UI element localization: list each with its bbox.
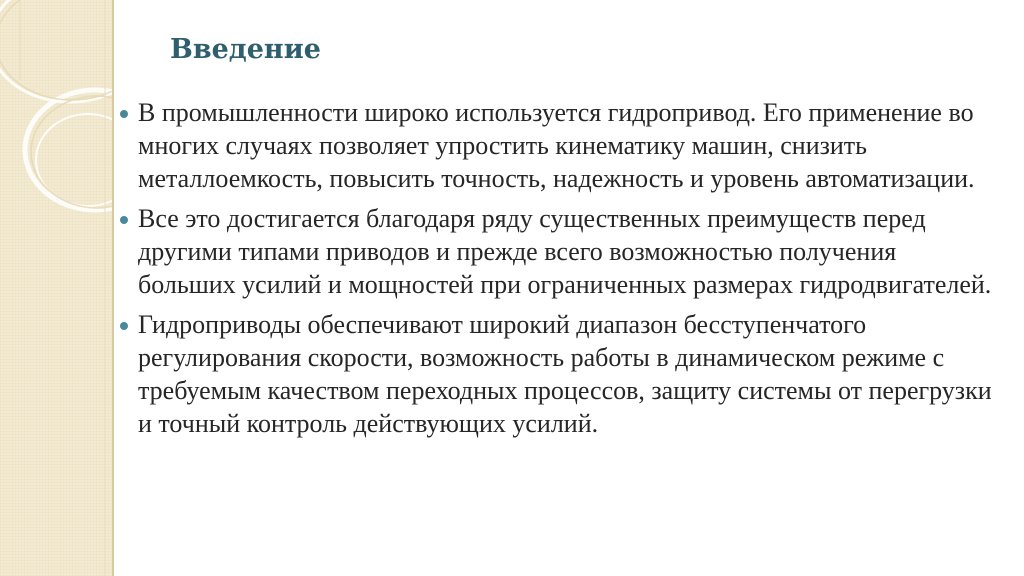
bullet-text: В промышленности широко используется гидропривод. Его применение во многих случаях позволяет упростить кинематику машин, снизить металлоемкость, повысить точность, надежность и уровень автоматизации. [138, 98, 975, 193]
decorative-rings-graphic [0, 0, 112, 576]
bullet-item [118, 96, 998, 195]
bullet-text: Все это достигается благодаря ряду существенных преимуществ перед другими типами приводов и прежде всего возможностью получения больших усилий и мощностей при ограниченных размерах гидродвигателей. [138, 204, 992, 299]
bullet-item [118, 308, 998, 440]
bullet-list [118, 96, 998, 447]
bullet-dot-icon [120, 322, 128, 330]
sidebar-divider [112, 0, 114, 576]
bullet-item [118, 202, 998, 301]
bullet-text: Гидроприводы обеспечивают широкий диапазон бесступенчатого регулирования скорости, возможность работы в динамическом режиме с требуемым качеством переходных процессов, защиту системы от перегрузки и точный контроль действующих усилий. [138, 310, 992, 438]
bullet-dot-icon [120, 110, 128, 118]
decorative-sidebar [0, 0, 112, 576]
bullet-dot-icon [120, 216, 128, 224]
slide-title: Введение [170, 34, 321, 65]
